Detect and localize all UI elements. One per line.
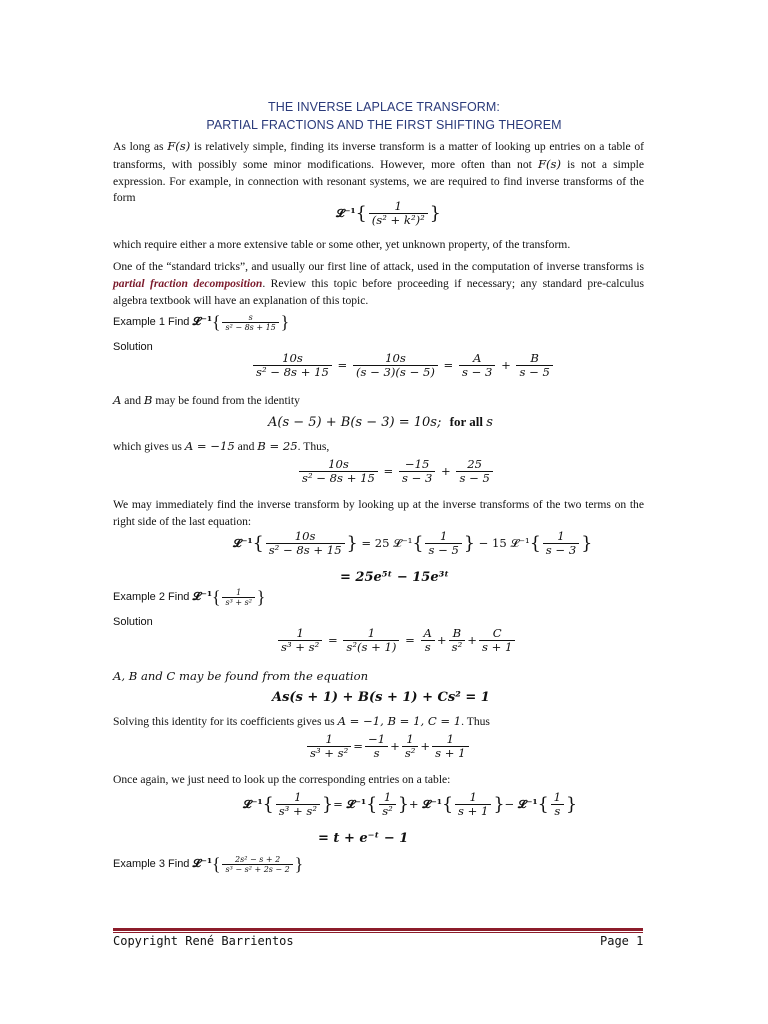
example2-solving xyxy=(113,714,490,728)
example3-num: 2s² − s + 2 xyxy=(235,854,281,864)
e1-idtext-B: B xyxy=(143,393,153,407)
e2-eq2-lhs-num: 1 xyxy=(325,732,333,746)
example2-partial-result: $\frac{1}{\text{s³ + s²}}$ = $\frac{-1}{s}$ + $\frac{1}{\text{s²}}$ + $\frac{1}{s + 1}$ xyxy=(305,733,471,761)
e1-lhs-num: 10s xyxy=(282,351,303,365)
example2-found-text: A, B and C may be found from the equation xyxy=(113,669,369,683)
example2-decomposition: $\frac{1}{\text{s³ + s²}}$ = $\frac{1}{\text{s²(s + 1)}}$ = $\frac{A}{s}$ + $\frac{B}{\text{s²}}$ + $\frac{C}{s + 1}$ xyxy=(276,627,517,655)
e1-mid-num: 10s xyxy=(385,351,406,365)
intro-F-symbol: F(s) xyxy=(167,139,191,153)
intro-text-c: is not a simple expression. For example, in connection with resonant systems, we are required to find inverse transforms of the form xyxy=(113,157,645,205)
example1-num: s xyxy=(248,312,253,322)
intro-F-symbol-2: F(s) xyxy=(537,156,562,171)
e1-A: A xyxy=(472,351,482,365)
standard-tricks-paragraph xyxy=(113,259,644,309)
e1-eq2-lhs-num: 10s xyxy=(328,457,349,471)
example3-heading: Example 3 Find 𝓛⁻¹{ $\frac{\text{2s² − s + 2}}{\text{s³ − s² + 2s − 2}}$ } xyxy=(113,854,304,874)
e2-eq3-f2-num: 1 xyxy=(469,790,477,804)
e1-gives-and: and xyxy=(234,440,258,453)
example1-inverse-equation: 𝓛⁻¹{ $\frac{10s}{\text{s² − 8s + 15}}$ } = 25 𝓛⁻¹{ $\frac{1}{s - 5}$ } − 15 𝓛⁻¹{ $\frac{1}{s - 3}$ } xyxy=(233,529,593,558)
example1-den: s² − 8s + 15 xyxy=(222,322,278,332)
e1-eq3-f1-den: s − 5 xyxy=(425,543,461,557)
e2-C-den: s + 1 xyxy=(479,640,515,654)
example2-result: = t + e⁻ᵗ − 1 xyxy=(318,831,409,846)
e2-solving-values: A = −1, B = 1, C = 1 xyxy=(337,714,462,728)
example1-partial-result: $\frac{10s}{\text{s² − 8s + 15}}$ = $\frac{-15}{s - 3}$ + $\frac{25}{s - 5}$ xyxy=(297,458,495,486)
e2-eq2-t3-num: 1 xyxy=(446,732,455,746)
e2-A: A xyxy=(423,626,432,640)
e1-idtext-rest: may be found from the identity xyxy=(152,394,300,407)
example2-label: Example 2 Find xyxy=(113,591,193,604)
footer-page-number: Page 1 xyxy=(600,934,644,948)
e2-C: C xyxy=(492,626,502,640)
example1-gives xyxy=(113,439,329,453)
example3-label: Example 3 Find xyxy=(113,858,193,871)
e2-mid-num: 1 xyxy=(367,626,376,640)
e1-lhs-den: s² − 8s + 15 xyxy=(253,365,332,379)
e2-solving-text: Solving this identity for its coefficients gives us xyxy=(113,715,338,728)
e1-eq3-coef2: − 15 𝓛⁻¹ xyxy=(478,535,530,550)
e1-B-den: s − 5 xyxy=(516,365,552,379)
e1-eq3-f1-num: 1 xyxy=(439,529,448,543)
footer-rule-thin xyxy=(113,932,643,933)
e2-eq3-f1-num: 1 xyxy=(383,790,392,804)
example1-operator: 𝓛⁻¹ xyxy=(192,314,213,329)
e1-identity-forall: for all xyxy=(449,414,487,429)
e1-eq2-lhs-den: s² − 8s + 15 xyxy=(299,471,378,485)
e2-eq2-t2-num: 1 xyxy=(406,732,414,746)
e2-B-den: s² xyxy=(449,640,466,654)
e2-solving-end: . Thus xyxy=(461,715,490,728)
e1-eq3-lhs-den: s² − 8s + 15 xyxy=(266,543,345,557)
e1-gives-text: which gives us xyxy=(113,440,185,453)
e2-eq2-lhs-den: s³ + s² xyxy=(307,746,351,760)
e1-A-den: s − 3 xyxy=(459,365,495,379)
e2-eq3-lhs-num: 1 xyxy=(294,790,302,804)
e1-identity-s: s xyxy=(486,415,493,430)
e2-eq3-f2-den: s + 1 xyxy=(455,804,491,818)
e1-identity-eq: A(s − 5) + B(s − 3) = 10s; xyxy=(268,415,442,430)
e1-idtext-and: and xyxy=(121,394,144,407)
e1-eq3-lhs-num: 10s xyxy=(294,529,316,543)
e1-idtext-A: A xyxy=(113,393,122,407)
intro-text-b: is relatively simple, finding its inverse transform is a matter of looking up entries on a table of transforms, with possibly some minor modifications. However, more often than not xyxy=(113,140,644,171)
e1-eq2-t1-num: −15 xyxy=(404,457,430,471)
e2-lhs-num: 1 xyxy=(296,626,304,640)
example2-den: s³ + s² xyxy=(222,597,254,607)
example1-lookup-paragraph: We may immediately find the inverse transform by looking up at the inverse transforms of the two terms on the right side of the last equation: xyxy=(113,498,644,528)
eq-denominator: (s² + k²)² xyxy=(369,213,428,227)
example1-decomposition: $\frac{10s}{\text{s² − 8s + 15}}$ = $\frac{10s}{(s - 3)(s - 5)}$ = $\frac{A}{s - 3}$ + $\frac{B}{s - 5}$ xyxy=(251,352,555,380)
e2-eq2-t2-den: s² xyxy=(402,746,419,760)
e1-eq2-t1-den: s − 3 xyxy=(399,471,435,485)
tricks-text-b: . Review this topic before proceeding if necessary; any standard pre-calculus algebra textbook will have an explanation of this topic. xyxy=(113,276,644,307)
example2-equation: As(s + 1) + B(s + 1) + Cs² = 1 xyxy=(272,690,490,705)
document-title-line1: THE INVERSE LAPLACE TRANSFORM: xyxy=(268,100,500,114)
example2-num: 1 xyxy=(236,587,242,597)
e1-eq3-coef1: = 25 𝓛⁻¹ xyxy=(361,535,413,550)
example2-inverse-equation: 𝓛⁻¹{ $\frac{1}{\text{s³ + s²}}$ }= 𝓛⁻¹{ $\frac{1}{\text{s²}}$ }+ 𝓛⁻¹{ $\frac{1}{s + 1}$ }− 𝓛⁻¹{ $\frac{1}{s}$ } xyxy=(243,790,578,819)
example1-label: Example 1 Find xyxy=(113,316,193,329)
partial-fraction-highlight: partial fraction decomposition xyxy=(113,276,263,290)
e2-lhs-den: s³ + s² xyxy=(278,640,322,654)
example1-solution-label: Solution xyxy=(113,341,153,353)
e2-eq3-lhs-den: s³ + s² xyxy=(276,804,320,818)
e1-B: B xyxy=(530,351,539,365)
footer-rule-thick xyxy=(113,928,643,931)
e2-eq2-t1-num: −1 xyxy=(368,732,386,746)
e1-eq3-f2-den: s − 3 xyxy=(543,543,579,557)
e1-gives-B: B = 25 xyxy=(257,439,298,453)
e1-eq2-t2-num: 25 xyxy=(467,457,483,471)
example2-again-paragraph: Once again, we just need to look up the corresponding entries on a table: xyxy=(113,773,451,786)
example2-solution-label: Solution xyxy=(113,616,153,628)
intro-text-a: As long as xyxy=(113,140,168,153)
e1-gives-end: . Thus, xyxy=(297,440,330,453)
example2-operator: 𝓛⁻¹ xyxy=(192,589,213,604)
example2-heading: Example 2 Find 𝓛⁻¹{ $\frac{1}{\text{s³ + s²}}$ } xyxy=(113,587,266,607)
e1-mid-den: (s − 3)(s − 5) xyxy=(353,365,438,379)
e2-eq3-f3-den: s xyxy=(551,804,564,818)
e2-eq2-t1-den: s xyxy=(365,746,388,760)
example1-identity xyxy=(268,414,493,430)
example1-result: = 25e⁵ᵗ − 15e³ᵗ xyxy=(340,570,450,585)
e2-B: B xyxy=(452,626,462,640)
e2-eq3-f3-num: 1 xyxy=(553,790,562,804)
intro-paragraph xyxy=(113,138,644,207)
example1-heading: Example 1 Find 𝓛⁻¹{ $\frac{s}{\text{s² − 8s + 15}}$ } xyxy=(113,312,290,332)
e2-eq2-t3-den: s + 1 xyxy=(432,746,468,760)
e1-gives-A: A = −15 xyxy=(184,439,235,453)
tricks-text-a: One of the “standard tricks”, and usually our first line of attack, used in the computation of inverse transforms is xyxy=(113,260,644,273)
e2-eq3-f1-den: s² xyxy=(379,804,396,818)
footer-copyright: Copyright René Barrientos xyxy=(113,934,294,948)
example3-operator: 𝓛⁻¹ xyxy=(192,856,213,871)
e2-mid-den: s²(s + 1) xyxy=(343,640,399,654)
laplace-operator: 𝓛⁻¹ xyxy=(336,205,356,220)
document-title-line2: PARTIAL FRACTIONS AND THE FIRST SHIFTING THEOREM xyxy=(206,118,562,132)
extensive-table-paragraph: which require either a more extensive table or some other, yet unknown property, of the transform. xyxy=(113,238,571,251)
resonant-equation: 𝓛⁻¹{ $\frac{1}{\text{(s² + k²)²}}$ } xyxy=(336,199,441,228)
e1-eq2-t2-den: s − 5 xyxy=(456,471,492,485)
example3-den: s³ − s² + 2s − 2 xyxy=(222,864,292,874)
e2-A-den: s xyxy=(421,640,435,654)
e1-eq3-f2-num: 1 xyxy=(557,529,565,543)
example1-identity-text xyxy=(113,393,300,407)
eq-numerator: 1 xyxy=(394,199,402,213)
